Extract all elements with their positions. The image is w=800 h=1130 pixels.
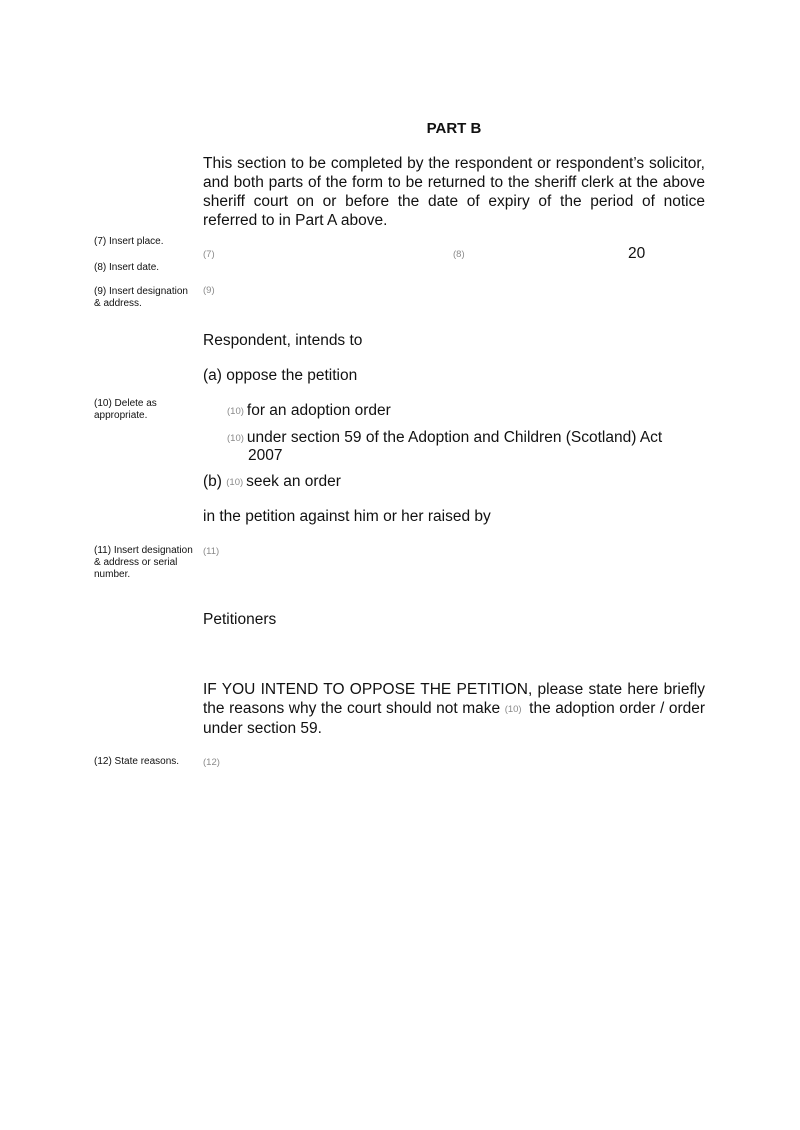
- oppose-reasons-paragraph: [203, 680, 705, 738]
- margin-note-9: (9) Insert designation & address.: [94, 286, 188, 309]
- margin-note-8: (8) Insert date.: [94, 262, 160, 273]
- sub-option-adoption-order: [227, 401, 391, 421]
- ref-10: (10): [227, 406, 244, 417]
- option-a-oppose: (a) oppose the petition: [203, 367, 358, 384]
- margin-note-12: (12) State reasons.: [94, 756, 180, 767]
- margin-note-10: (10) Delete as appropriate.: [94, 398, 157, 421]
- sub-option-section-59-year: 2007: [248, 447, 283, 464]
- sub-option-section-59-text: under section 59 of the Adoption and Children (Scotland) Act: [246, 429, 663, 446]
- oppose-text-part1: IF YOU INTEND TO OPPOSE THE PETITION, please state here briefly the reasons why the court should not make: [203, 681, 705, 717]
- year-prefix: 20: [628, 245, 646, 262]
- oppose-text-part2: the adoption order / order under section 59.: [203, 700, 706, 737]
- ref-12-reasons-field[interactable]: (12): [203, 757, 220, 768]
- ref-10: (10): [226, 477, 244, 488]
- intro-paragraph: This section to be completed by the respondent or respondent’s solicitor, and both parts of the form to be returned to the sheriff clerk at the above sheriff court on or before the date of expiry of the period of notice referred to in Part A above.: [203, 155, 705, 229]
- option-b-seek-order: [203, 472, 341, 492]
- petition-against-line: in the petition against him or her raised by: [203, 508, 491, 525]
- ref-11-petitioner-field[interactable]: (11): [203, 546, 220, 557]
- part-title: PART B: [426, 120, 482, 137]
- respondent-intends-line: Respondent, intends to: [203, 332, 363, 349]
- ref-8-date-field[interactable]: (8): [453, 249, 465, 260]
- ref-9-designation-field[interactable]: (9): [203, 285, 215, 296]
- ref-10: (10): [227, 433, 244, 444]
- ref-7-place-field[interactable]: (7): [203, 249, 215, 260]
- margin-note-7: (7) Insert place.: [94, 236, 164, 247]
- sub-option-section-59: [227, 428, 662, 448]
- ref-10: (10): [504, 704, 522, 715]
- option-b-label: (b): [203, 473, 222, 490]
- option-b-text: seek an order: [246, 473, 341, 490]
- margin-note-11: (11) Insert designation & address or serial number.: [94, 545, 193, 580]
- petitioners-label: Petitioners: [203, 611, 277, 628]
- sub-option-adoption-order-text: for an adoption order: [246, 402, 391, 419]
